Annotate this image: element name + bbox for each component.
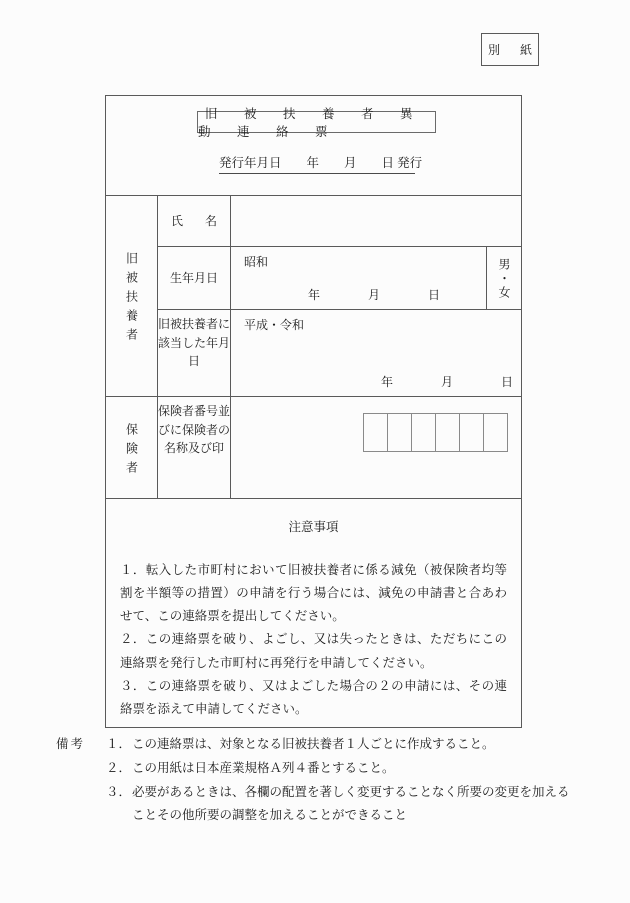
birthdate-row [158,246,521,309]
attachment-label-text: 別 紙 [487,43,536,57]
insurer-number-digit[interactable] [411,413,436,452]
dependent-section-label [106,196,158,396]
qualified-date-era-label: 平成・令和 [244,318,305,332]
insurer-number-digit[interactable] [435,413,460,452]
insurer-section-label-text: 保険者 [124,422,139,480]
insurer-number-digit[interactable] [459,413,484,452]
name-row [158,196,521,246]
insurer-number-digit[interactable] [363,413,388,452]
remarks-section [56,733,576,828]
remarks-item-1-text: この連絡票は、対象となる旧被扶養者１人ごとに作成すること。 [132,737,495,751]
gender-field[interactable] [486,247,521,309]
form-table [105,95,522,728]
insurer-number-boxes [363,413,508,452]
page-title: 旧 被 扶 養 者 異 動 連 絡 票 [198,107,440,139]
insurer-section-label [106,397,158,498]
remarks-item-1 [106,733,576,757]
remarks-item-2 [106,757,576,781]
insurer-number-area[interactable] [231,397,521,498]
name-input-area[interactable] [231,196,521,246]
birthdate-input-area[interactable] [231,247,486,309]
remarks-item-1-number: １． [106,737,132,751]
notes-section [106,498,521,729]
remarks-item-2-number: ２． [106,760,132,775]
remarks-item-3-continuation: ことその他所要の調整を加えることができること [132,808,408,823]
remarks-item-3-number: ３． [106,784,132,799]
birthdate-ymd-labels: 年 月 日 [307,288,440,302]
notes-heading: 注意事項 [288,520,339,534]
qualified-date-row [158,309,521,396]
birthdate-row-label: 生年月日 [158,247,231,309]
note-item-2: ２．この連絡票を破り、よごし、又は失ったときは、ただちにこの連絡票を発行した市町村に再発行を申請してください。 [120,632,507,670]
remarks-label: 備考 [56,737,86,751]
note-item-1: １．転入した市町村において旧被扶養者に係る減免（被保険者均等割を半額等の措置）の申請を行う場合には、減免の申請書と合あわせて、この連絡票を提出してください。 [120,563,507,624]
remarks-item-3-text: 必要があるときは、各欄の配置を著しく変更することなく所要の変更を加える [132,784,570,799]
insurer-section [106,396,521,498]
remarks-item-3 [106,781,576,805]
form-header [106,96,521,195]
qualified-date-row-label: 旧被扶養者に該当した年月日 [158,310,231,396]
issue-date-line: 発行年月日 年 月 日 発行 [219,153,415,174]
qualified-date-input-area[interactable] [231,310,521,396]
insurer-number-digit[interactable] [483,413,508,452]
insurer-number-digit[interactable] [387,413,412,452]
note-item-3: ３．この連絡票を破り、又はよごした場合の２の申請には、その連絡票を添えて申請してください。 [120,678,507,716]
form-title-box [197,107,440,139]
dependent-section [106,195,521,396]
insurer-number-label: 保険者番号並びに保険者の名称及び印 [158,397,231,498]
qualified-date-ymd-labels: 年 月 日 [380,375,513,389]
gender-label-text: 男・女 [497,258,511,300]
remarks-list [106,733,576,828]
birthdate-era-label: 昭和 [244,255,269,269]
name-row-label: 氏 名 [158,196,231,246]
attachment-label-box [481,33,539,66]
dependent-section-label-text: 旧被扶養者 [124,252,139,347]
remarks-item-2-text: この用紙は日本産業規格Ａ列４番とすること。 [132,760,395,775]
